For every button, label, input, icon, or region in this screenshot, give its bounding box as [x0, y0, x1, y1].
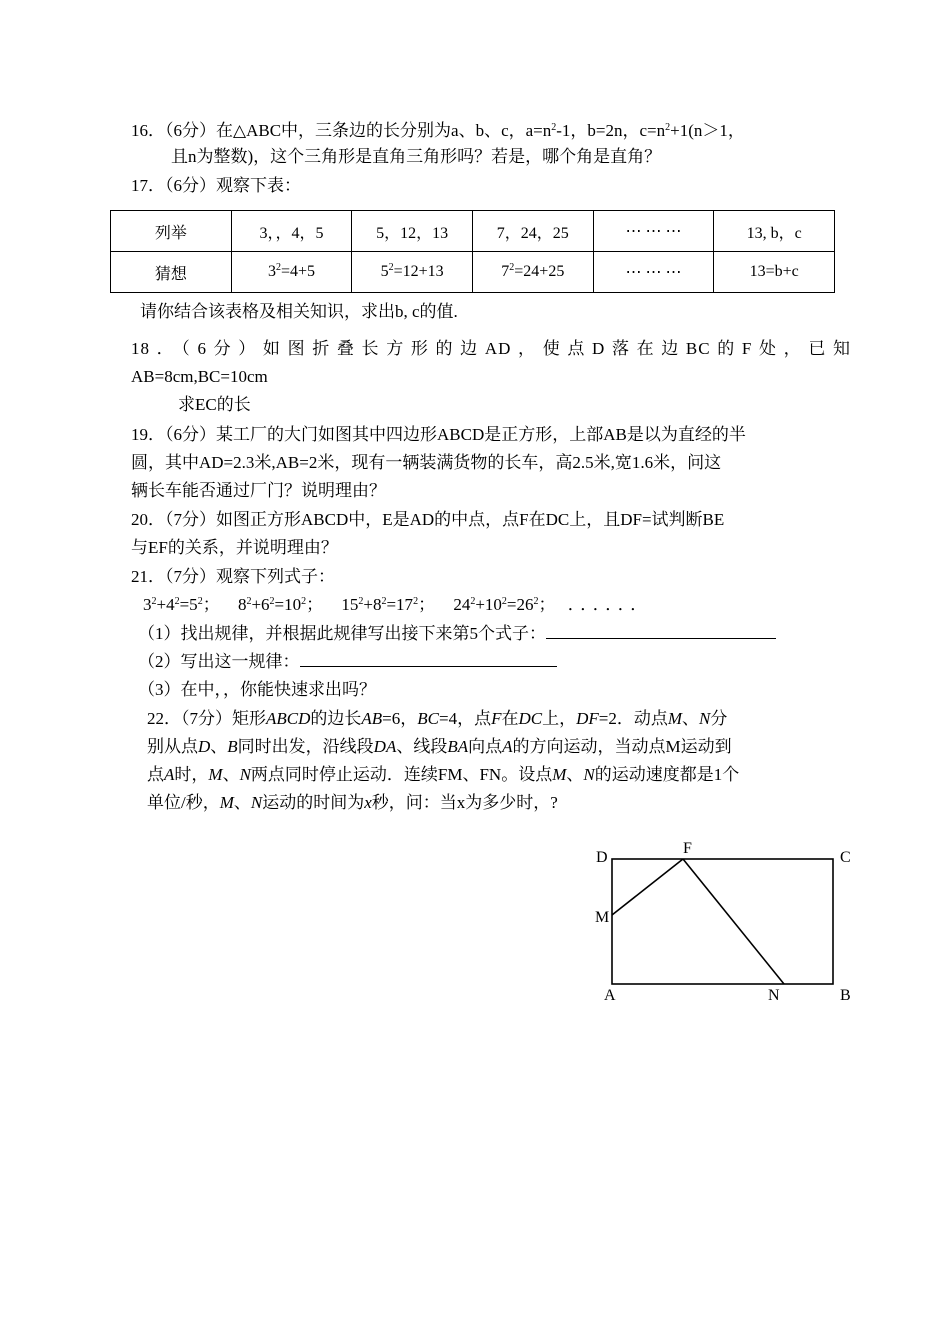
table-cell: $3^2=4+5$ [231, 252, 352, 293]
q17-after: 请你结合该表格及相关知识，求出b, c的值. [140, 302, 458, 321]
q16-line2: 且n为整数)，这个三角形是直角三角形吗？若是，哪个角是直角？ [171, 147, 662, 166]
label-n: N [768, 987, 780, 1004]
label-b: B [840, 987, 851, 1004]
q22-line2: 别从点D、B同时出发，沿线段DA、线段BA向点A的方向运动，当动点M运动到 [147, 737, 732, 756]
q20-line2: 与EF的关系，并说明理由？ [131, 538, 338, 557]
q20-line1: 20．（7分）如图正方形ABCD中，E是AD的中点，点F在DC上，且DF=试判断BE [131, 510, 725, 529]
q16-line1: 16．（6分）在△ABC中，三条边的长分别为a、b、c，$a=n^2-1$，b=2n，$c=n^2+1(n>1$， [131, 121, 745, 140]
label-d: D [596, 849, 608, 866]
q22-line1: 22．（7分）矩形ABCD的边长AB=6，BC=4，点F在DC上，DF=2．动点M、N分 [147, 709, 728, 728]
q19-line3: 辆长车能否通过厂门？说明理由？ [131, 481, 386, 500]
table-cell: 5，12，13 [352, 211, 473, 252]
table-cell: ⋯ ⋯ ⋯ [593, 252, 714, 293]
q17-title: 17．（6分）观察下表： [131, 176, 301, 195]
segment-fm [612, 859, 683, 915]
table-cell: ⋯ ⋯ ⋯ [593, 211, 714, 252]
q22-line3: 点A时，M、N两点同时停止运动．连续FM、FN。设点M、N的运动速度都是1个 [147, 765, 740, 784]
label-f: F [683, 840, 692, 857]
label-a: A [604, 987, 616, 1004]
table-cell: 3，，4，5 [231, 211, 352, 252]
table-row [111, 252, 835, 293]
label-m: M [595, 909, 610, 926]
q21-part1: （1）找出规律，并根据此规律写出接下来第5个式子： [138, 624, 776, 644]
q18-line1: 18．（6分）如图折叠长方形的边AD，使点D落在边BC的F处，已知 [131, 339, 851, 358]
q21-part2: （2）写出这一规律： [138, 652, 557, 672]
rectangle-figure [588, 835, 868, 1015]
segment-fn [683, 859, 784, 984]
table-cell: 13=b+c [714, 252, 835, 293]
table-cell: $5^2=12+13$ [352, 252, 473, 293]
q18-line2: AB=8cm,BC=10cm [131, 367, 268, 386]
table-cell: 7，24，25 [472, 211, 593, 252]
rectangle-abcd [612, 859, 833, 984]
answer-blank-1[interactable] [546, 624, 776, 639]
q22-line4: 单位/秒，M、N运动的时间为x秒，问：当x为多少时，? [147, 793, 558, 812]
q18-line3: 求EC的长 [178, 395, 251, 414]
table-cell: 13, b，c [714, 211, 835, 252]
table-cell: 猜想 [111, 252, 232, 293]
table-row [111, 211, 835, 252]
label-c: C [840, 849, 851, 866]
q21-title: 21．（7分）观察下列式子： [131, 567, 335, 586]
table-cell: $7^2=24+25$ [472, 252, 593, 293]
q19-line2: 圆，其中AD=2.3米,AB=2米，现有一辆装满货物的长车，高2.5米,宽1.6米，问这 [131, 453, 722, 472]
q21-part3: （3）在中，，你能快速求出吗？ [138, 680, 376, 699]
q19-line1: 19．（6分）某工厂的大门如图其中四边形ABCD是正方形，上部AB是以为直经的半 [131, 425, 746, 444]
table-cell: 列举 [111, 211, 232, 252]
answer-blank-2[interactable] [300, 652, 557, 667]
q21-equations: $3^2+4^2=5^2$； $8^2+6^2=10^2$； $15^2+8^2=17^2$； $24^2+10^2=26^2$； ．．．．．． [143, 595, 652, 614]
observation-table [110, 210, 835, 293]
